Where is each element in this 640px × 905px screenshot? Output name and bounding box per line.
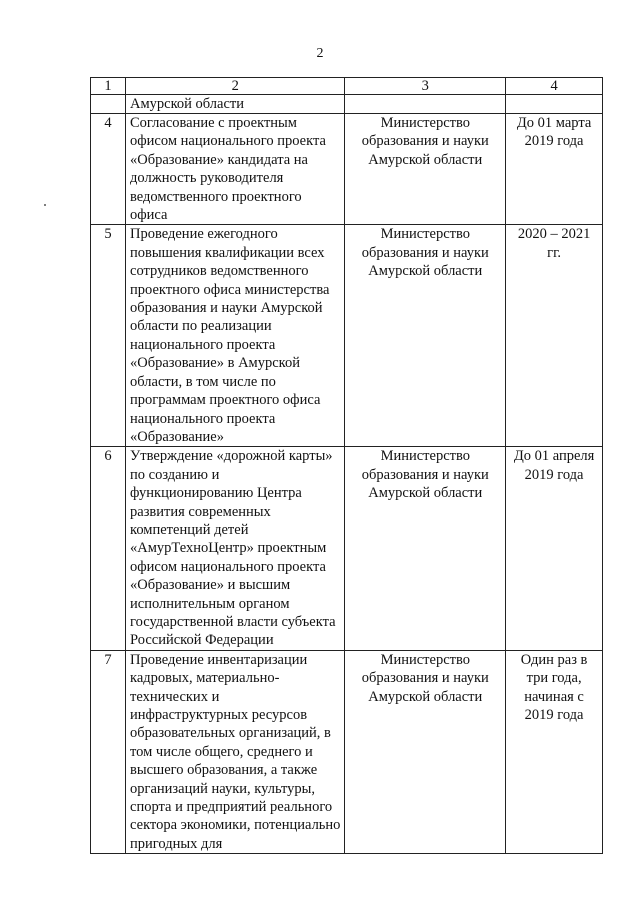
table-row [91, 447, 603, 650]
schedule-table [90, 77, 603, 854]
continuation-text: Амурской области [126, 95, 345, 114]
table-row [91, 650, 603, 853]
table-header-row [91, 78, 603, 95]
row-description: Проведение ежегодного повышения квалификации всех сотрудников ведомственного проектного офиса министерства образования и науки Амурской области по реализации национального проекта «Образование» в Амурской области, в том числе по программам проектного офиса национального проекта «Образование» [126, 225, 345, 447]
row-responsible: Министерство образования и науки Амурской области [345, 650, 506, 853]
row-deadline: До 01 марта 2019 года [506, 114, 603, 225]
column-header-2: 2 [126, 78, 345, 95]
row-description: Согласование с проектным офисом национального проекта «Образование» кандидата на должность руководителя ведомственного проектного офиса [126, 114, 345, 225]
row-responsible: Министерство образования и науки Амурской области [345, 447, 506, 650]
continuation-resp-cell [345, 95, 506, 114]
row-responsible: Министерство образования и науки Амурской области [345, 225, 506, 447]
row-number: 6 [91, 447, 126, 650]
row-description: Проведение инвентаризации кадровых, материально-технических и инфраструктурных ресурсов образовательных организаций, в том числе общего, среднего и высшего образования, а также организаций науки, культуры, спорта и предприятий реального сектора экономики, потенциально пригодных для [126, 650, 345, 853]
column-header-4: 4 [506, 78, 603, 95]
column-header-3: 3 [345, 78, 506, 95]
row-number: 7 [91, 650, 126, 853]
continuation-date-cell [506, 95, 603, 114]
row-deadline: Один раз в три года, начиная с 2019 года [506, 650, 603, 853]
row-deadline: До 01 апреля 2019 года [506, 447, 603, 650]
continuation-num-cell [91, 95, 126, 114]
continuation-row [91, 95, 603, 114]
row-number: 5 [91, 225, 126, 447]
row-description: Утверждение «дорожной карты» по созданию и функционированию Центра развития современных компетенций детей «АмурТехноЦентр» проектным офисом национального проекта «Образование» и высшим исполнительным органом государственной власти субъекта Российской Федерации [126, 447, 345, 650]
table-row [91, 225, 603, 447]
row-responsible: Министерство образования и науки Амурской области [345, 114, 506, 225]
row-number: 4 [91, 114, 126, 225]
table-row [91, 114, 603, 225]
column-header-1: 1 [91, 78, 126, 95]
row-deadline: 2020 – 2021 гг. [506, 225, 603, 447]
page-number: 2 [316, 46, 324, 61]
scan-speck [44, 204, 46, 206]
